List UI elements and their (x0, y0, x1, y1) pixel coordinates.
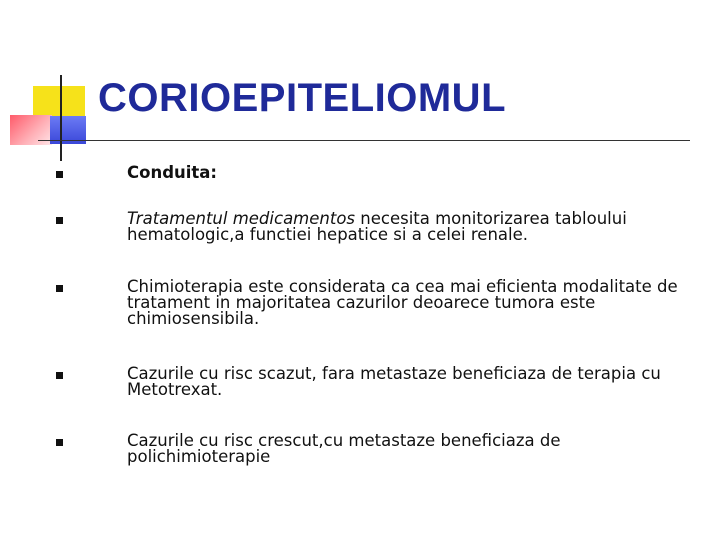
item-text: Chimioterapia este considerata ca cea mai eficienta modalitate de tratament in majoritatea cazurilor deoarece tumora este chimiosensibila. (127, 277, 678, 328)
item-italic-text: Tratamentul medicamentos (127, 209, 356, 228)
square-bullet-icon (56, 285, 63, 292)
item-text: Conduita: (127, 163, 218, 182)
item-text: Cazurile cu risc crescut,cu metastaze beneficiaza de polichimioterapie (127, 431, 561, 466)
title-underline (38, 140, 690, 141)
square-bullet-icon (56, 217, 63, 224)
item-text (127, 211, 707, 243)
square-bullet-icon (56, 372, 63, 379)
square-bullet-icon (56, 439, 63, 446)
square-bullet-icon (56, 171, 63, 178)
item-rest-text: necesita monitorizarea tabloului hematologic,a functiei hepatice si a celei renale. (127, 209, 627, 244)
slide-title: CORIOEPITELIOMUL (98, 76, 506, 120)
item-text: Cazurile cu risc scazut, fara metastaze beneficiaza de terapia cu Metotrexat. (127, 364, 661, 399)
decor-vertical-line (60, 75, 62, 161)
